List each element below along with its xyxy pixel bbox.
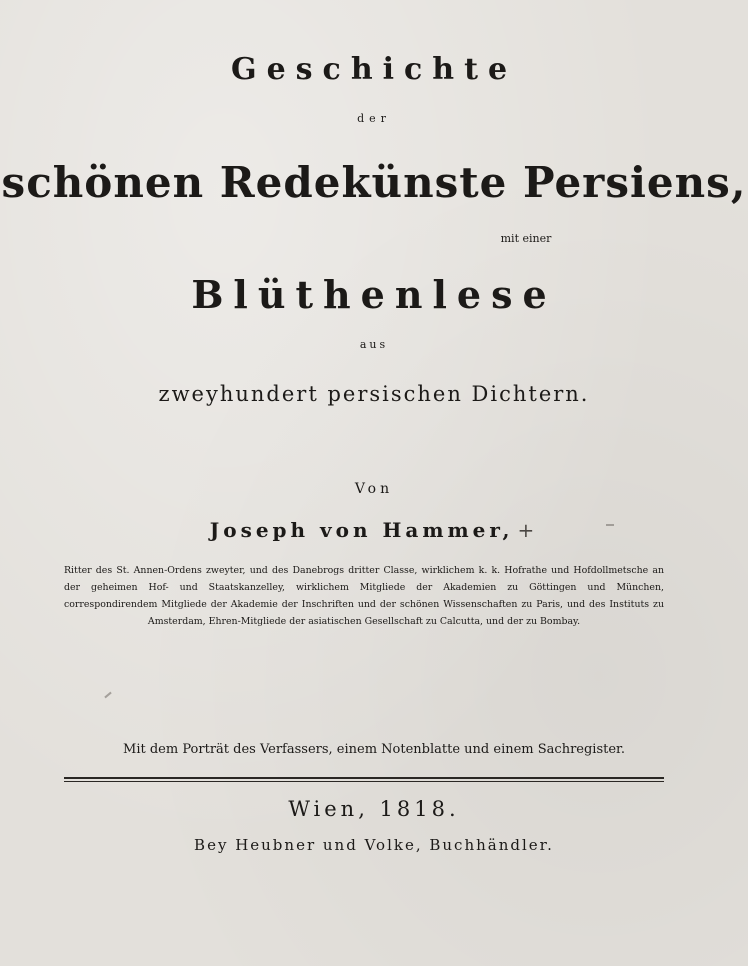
publisher-imprint: Bey Heubner und Volke, Buchhändler. [194,836,554,854]
place-date: Wien, 1818. [288,797,460,821]
connector-mit-einer: mit einer [500,232,552,245]
portrait-note: Mit dem Porträt des Verfassers, einem Notenblatte und einem Sachregister. [123,742,625,757]
divider-rule-thin [64,781,664,782]
subtitle: zweyhundert persischen Dichtern. [158,382,590,406]
heading-bluthenlese: Blüthenlese [191,272,557,317]
author-pencil-mark: + [517,518,539,542]
heading-geschichte: Geschichte [230,52,518,87]
author-line [0,518,748,542]
page-mark [104,692,111,699]
connector-von: Von [354,481,394,497]
bleed-through [250,128,260,161]
divider-rule [64,777,664,779]
author-credentials: Ritter des St. Annen-Ordens zweyter, und des Danebrogs dritter Classe, wirklichem k. k. Hofrathe und Hofdollmetsche an der geheimen Hof- und Staatskanzelley, wirklichem Mitgliede der Akademien zu Göttingen und München, correspondirendem Mitgliede der Akademie der Inschriften und der schönen Wissenschaften zu Paris, und des Instituts zu Amsterdam, Ehren-Mitgliede der asiatischen Gesellschaft zu Calcutta, und der zu Bombay. [64,565,664,627]
main-title: schönen Redekünste Persiens, [1,158,747,207]
author-name: Joseph von Hammer, [209,518,514,542]
connector-der: der [357,112,391,125]
connector-aus: aus [359,338,389,351]
